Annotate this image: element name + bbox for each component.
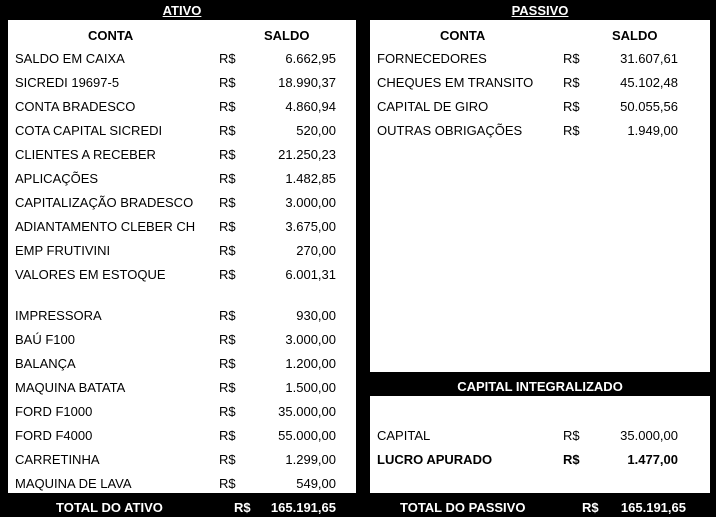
account-name: IMPRESSORA	[15, 308, 102, 323]
account-name: CAPITAL DE GIRO	[377, 99, 489, 114]
account-name: MAQUINA BATATA	[15, 380, 126, 395]
amount-value: 1.299,00	[285, 452, 336, 467]
table-row	[8, 400, 356, 424]
account-name: FORD F1000	[15, 404, 93, 419]
amount-value: 45.102,48	[620, 75, 678, 90]
currency-symbol: R$	[563, 75, 580, 90]
currency-symbol: R$	[219, 171, 236, 186]
total-passivo-value: 165.191,65	[620, 500, 686, 515]
passivo-col-conta: CONTA	[440, 28, 486, 43]
table-row	[8, 119, 356, 143]
ativo-panel	[8, 20, 356, 493]
table-row	[370, 95, 710, 119]
amount-value: 4.860,94	[285, 99, 336, 114]
table-row	[8, 376, 356, 400]
account-name: APLICAÇÕES	[15, 171, 99, 186]
amount-value: 1.477,00	[627, 452, 678, 467]
currency-symbol: R$	[563, 123, 580, 138]
currency-symbol: R$	[219, 51, 236, 66]
currency-symbol: R$	[219, 404, 236, 419]
passivo-title: PASSIVO	[511, 3, 569, 18]
passivo-col-saldo: SALDO	[612, 28, 658, 43]
account-name: SICREDI 19697-5	[15, 75, 120, 90]
account-name: COTA CAPITAL SICREDI	[15, 123, 163, 138]
amount-value: 270,00	[296, 243, 336, 258]
account-name: LUCRO APURADO	[377, 452, 493, 467]
table-row	[8, 352, 356, 376]
currency-symbol: R$	[219, 476, 236, 491]
currency-symbol: R$	[563, 452, 580, 467]
amount-value: 520,00	[296, 123, 336, 138]
currency-symbol: R$	[219, 380, 236, 395]
table-row	[8, 191, 356, 215]
table-row	[370, 71, 710, 95]
amount-value: 3.675,00	[285, 219, 336, 234]
amount-value: 3.000,00	[285, 332, 336, 347]
account-name: BAÚ F100	[15, 332, 75, 347]
capital-panel	[370, 396, 710, 493]
currency-symbol: R$	[219, 195, 236, 210]
currency-symbol: R$	[219, 332, 236, 347]
account-name: MAQUINA DE LAVA	[15, 476, 132, 491]
table-row	[8, 47, 356, 71]
account-name: CONTA BRADESCO	[15, 99, 136, 114]
currency-symbol: R$	[563, 99, 580, 114]
table-row	[8, 239, 356, 263]
currency-symbol: R$	[219, 219, 236, 234]
amount-value: 55.000,00	[278, 428, 336, 443]
passivo-panel	[370, 20, 710, 372]
account-name: CHEQUES EM TRANSITO	[377, 75, 534, 90]
currency-symbol: R$	[219, 123, 236, 138]
account-name: CAPITALIZAÇÃO BRADESCO	[15, 195, 194, 210]
account-name: BALANÇA	[15, 356, 76, 371]
amount-value: 35.000,00	[620, 428, 678, 443]
account-name: CARRETINHA	[15, 452, 100, 467]
table-row	[8, 328, 356, 352]
ativo-col-conta: CONTA	[88, 28, 134, 43]
amount-value: 6.001,31	[285, 267, 336, 282]
table-row	[370, 424, 710, 448]
currency-symbol: R$	[219, 147, 236, 162]
amount-value: 50.055,56	[620, 99, 678, 114]
table-row	[370, 119, 710, 143]
amount-value: 1.500,00	[285, 380, 336, 395]
account-name: EMP FRUTIVINI	[15, 243, 111, 258]
amount-value: 1.949,00	[627, 123, 678, 138]
amount-value: 1.482,85	[285, 171, 336, 186]
currency-symbol: R$	[563, 428, 580, 443]
table-row	[8, 71, 356, 95]
currency-symbol: R$	[563, 51, 580, 66]
table-row	[8, 472, 356, 496]
amount-value: 21.250,23	[278, 147, 336, 162]
currency-symbol: R$	[219, 99, 236, 114]
account-name: ADIANTAMENTO CLEBER CH	[15, 219, 196, 234]
currency-symbol: R$	[219, 308, 236, 323]
currency-symbol: R$	[219, 243, 236, 258]
total-ativo-label: TOTAL DO ATIVO	[56, 500, 163, 515]
amount-value: 549,00	[296, 476, 336, 491]
total-ativo-value: 165.191,65	[270, 500, 336, 515]
table-row	[8, 448, 356, 472]
amount-value: 31.607,61	[620, 51, 678, 66]
total-passivo-label: TOTAL DO PASSIVO	[400, 500, 526, 515]
total-passivo-currency: R$	[582, 500, 599, 515]
table-row	[8, 167, 356, 191]
account-name: SALDO EM CAIXA	[15, 51, 125, 66]
amount-value: 930,00	[296, 308, 336, 323]
currency-symbol: R$	[219, 428, 236, 443]
table-row	[370, 448, 710, 472]
table-row	[370, 47, 710, 71]
currency-symbol: R$	[219, 356, 236, 371]
table-row	[8, 143, 356, 167]
amount-value: 1.200,00	[285, 356, 336, 371]
currency-symbol: R$	[219, 75, 236, 90]
currency-symbol: R$	[219, 452, 236, 467]
table-row	[8, 95, 356, 119]
account-name: CAPITAL	[377, 428, 431, 443]
amount-value: 18.990,37	[278, 75, 336, 90]
table-row	[8, 263, 356, 287]
account-name: VALORES EM ESTOQUE	[15, 267, 166, 282]
ativo-col-saldo: SALDO	[264, 28, 310, 43]
account-name: CLIENTES A RECEBER	[15, 147, 156, 162]
amount-value: 6.662,95	[285, 51, 336, 66]
ativo-title: ATIVO	[162, 3, 202, 18]
table-row	[8, 304, 356, 328]
account-name: FORD F4000	[15, 428, 93, 443]
table-row	[8, 215, 356, 239]
amount-value: 35.000,00	[278, 404, 336, 419]
table-row	[8, 424, 356, 448]
amount-value: 3.000,00	[285, 195, 336, 210]
total-ativo-currency: R$	[234, 500, 251, 515]
account-name: FORNECEDORES	[377, 51, 487, 66]
currency-symbol: R$	[219, 267, 236, 282]
account-name: OUTRAS OBRIGAÇÕES	[377, 123, 523, 138]
capital-title: CAPITAL INTEGRALIZADO	[457, 379, 623, 394]
